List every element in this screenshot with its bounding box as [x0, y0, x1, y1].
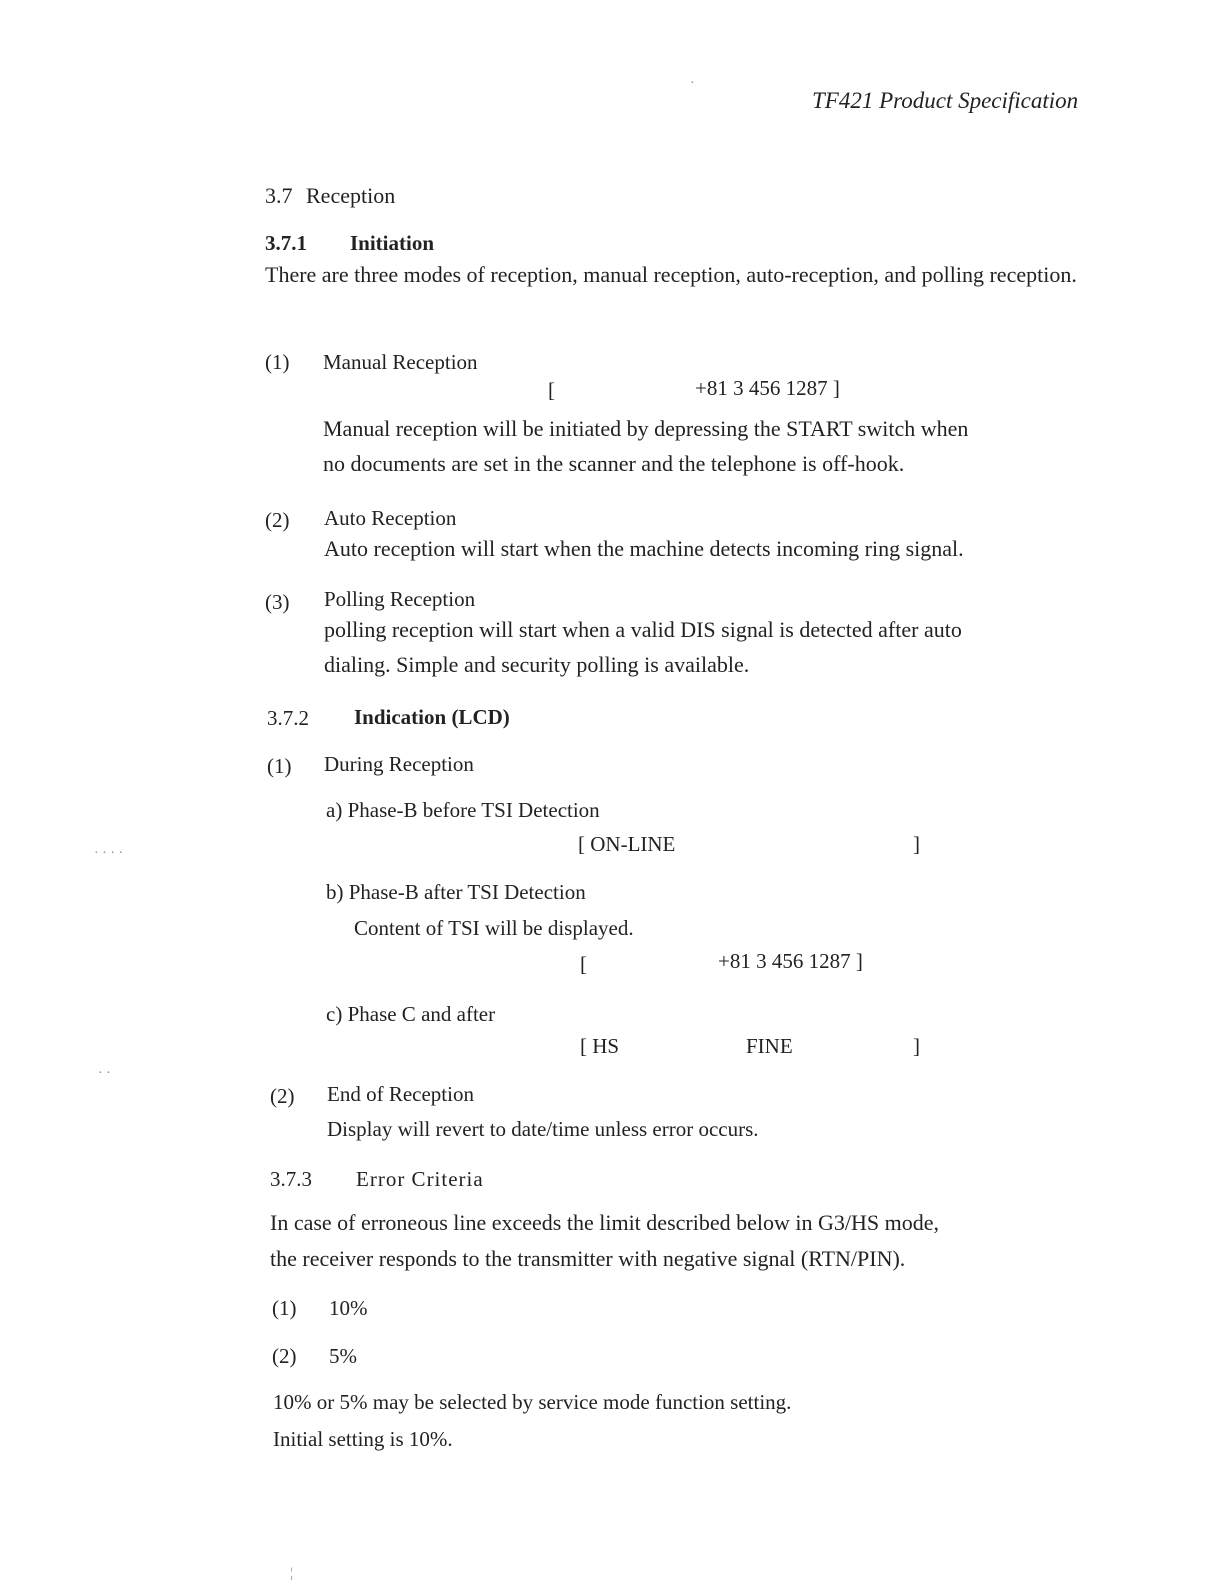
initiation-intro: There are three modes of reception, manual reception, auto-reception, and polling reception.	[265, 262, 1077, 287]
page-header: TF421 Product Specification	[812, 88, 1079, 113]
subsection-number-error: 3.7.3	[270, 1167, 312, 1191]
during-num: (1)	[267, 754, 292, 778]
phase-a-label: a) Phase-B before TSI Detection	[326, 798, 600, 822]
manual-body-line2: no documents are set in the scanner and the telephone is off-hook.	[323, 451, 905, 476]
subsection-number-initiation: 3.7.1	[265, 231, 307, 255]
polling-title: Polling Reception	[324, 587, 476, 611]
end-body: Display will revert to date/time unless error occurs.	[327, 1117, 759, 1141]
subsection-title-initiation: Initiation	[350, 231, 435, 255]
error-note-line1: 10% or 5% may be selected by service mode function setting.	[273, 1390, 792, 1414]
polling-body-line1: polling reception will start when a valid DIS signal is detected after auto	[324, 617, 962, 642]
end-num: (2)	[270, 1084, 295, 1108]
phase-c-lcd-right: ]	[913, 1034, 920, 1058]
scan-speck: · · · ·	[94, 846, 124, 861]
error-body-line1: In case of erroneous line exceeds the limit described below in G3/HS mode,	[270, 1210, 939, 1235]
auto-body: Auto reception will start when the machine detects incoming ring signal.	[324, 536, 964, 561]
error-item2-value: 5%	[329, 1344, 357, 1368]
manual-num: (1)	[265, 350, 290, 374]
manual-lcd-left: [	[548, 378, 555, 402]
phase-b-lcd-number: +81 3 456 1287 ]	[718, 949, 863, 973]
subsection-title-error: Error Criteria	[356, 1167, 484, 1191]
section-title: Reception	[306, 183, 396, 208]
error-note-line2: Initial setting is 10%.	[273, 1427, 453, 1451]
phase-b-lcd-left: [	[580, 952, 587, 976]
section-number: 3.7	[265, 183, 293, 208]
error-item1-num: (1)	[272, 1296, 297, 1320]
subsection-title-indication: Indication (LCD)	[354, 705, 510, 729]
scan-speck: ·	[690, 76, 695, 91]
auto-num: (2)	[265, 508, 290, 532]
manual-lcd-number: +81 3 456 1287 ]	[695, 376, 840, 400]
phase-b-label: b) Phase-B after TSI Detection	[326, 880, 586, 904]
subsection-number-indication: 3.7.2	[267, 706, 309, 730]
phase-c-lcd-left: [ HS	[580, 1034, 620, 1058]
auto-title: Auto Reception	[324, 506, 457, 530]
phase-b-note: Content of TSI will be displayed.	[354, 916, 634, 940]
manual-body-line1: Manual reception will be initiated by depressing the START switch when	[323, 416, 969, 441]
phase-c-label: c) Phase C and after	[326, 1002, 496, 1026]
error-item2-num: (2)	[272, 1344, 297, 1368]
manual-title: Manual Reception	[323, 350, 478, 374]
error-body-line2: the receiver responds to the transmitter with negative signal (RTN/PIN).	[270, 1246, 906, 1271]
phase-a-lcd-left: [ ON-LINE	[578, 832, 676, 856]
phase-a-lcd-right: ]	[913, 832, 920, 856]
phase-c-lcd-mode: FINE	[746, 1034, 793, 1058]
polling-num: (3)	[265, 590, 290, 614]
end-title: End of Reception	[327, 1082, 474, 1106]
scan-speck: · ·	[98, 1066, 111, 1081]
polling-body-line2: dialing. Simple and security polling is available.	[324, 652, 750, 677]
scan-speck: ¦	[290, 1566, 293, 1581]
during-title: During Reception	[324, 752, 474, 776]
error-item1-value: 10%	[329, 1296, 368, 1320]
